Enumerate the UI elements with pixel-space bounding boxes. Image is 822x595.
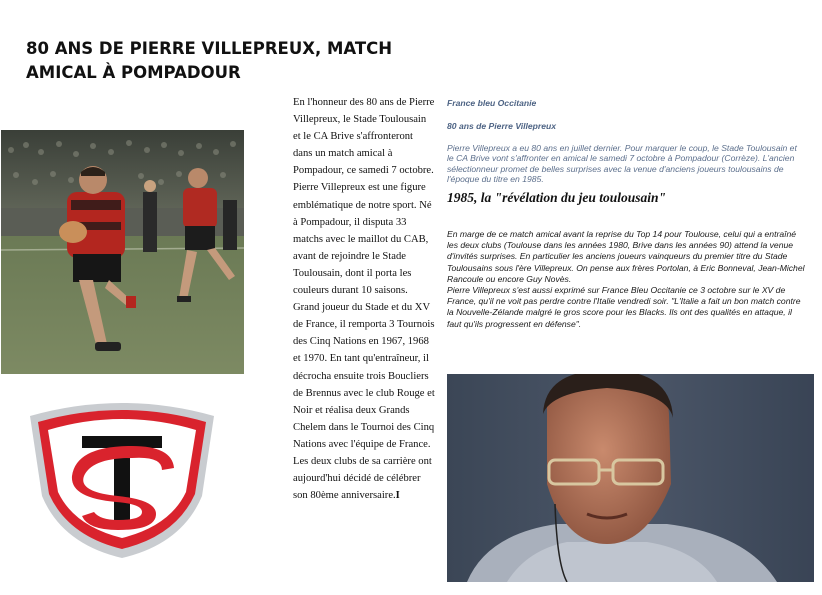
intro-paragraph: En l'honneur des 80 ans de Pierre Villepreux, le Stade Toulousain et le CA Brive s'affronteront dans un match amical à Pompadour, ce samedi 7 octobre. bbox=[293, 97, 435, 177]
page-title: 80 ANS DE PIERRE VILLEPREUX, MATCH AMICAL À POMPADOUR bbox=[26, 39, 393, 82]
source-label: France bleu Occitanie bbox=[447, 98, 537, 108]
end-mark: I bbox=[395, 490, 400, 502]
body-paragraph-2: Pierre Villepreux s'est aussi exprimé sur France Bleu Occitanie ce 3 octobre sur le XV de France, qu'il ne voit pas perdre contre l'Italie vendredi soir. "L'Italie a fait un bon match contre la Nouvelle-Zélande malgré le gros score pour les Blacks. Ils ont des qualités en attaque, il faut qu'ils progressent en défense". bbox=[447, 285, 801, 329]
rugby-match-photo bbox=[1, 130, 244, 374]
body-paragraph-1: En marge de ce match amical avant la reprise du Top 14 pour Toulouse, celui qui a entraîné les deux clubs (Toulouse dans les années 1980, Brive dans les années 90) attend la venue d'invités surprises. En particulier les anciens joueurs vainqueurs du premier titre du Stade Toulousains sous l'ère Villepreux. On pense aux frères Portolan, à Eric Bonneval, Jean-Michel Rancoule ou encore Guy Novès. bbox=[447, 229, 805, 284]
portrait-photo bbox=[447, 374, 814, 582]
stade-toulousain-logo bbox=[22, 396, 222, 560]
section-heading: 1985, la "révélation du jeu toulousain" bbox=[447, 190, 667, 205]
article-subtitle: 80 ans de Pierre Villepreux bbox=[447, 121, 557, 131]
article-intro: Pierre Villepreux a eu 80 ans en juillet dernier. Pour marquer le coup, le Stade Toulousain et le CA Brive vont s'affronter en amical le samedi 7 octobre à Pompadour (Corrèze). L'ancien sélectionneur promet de belles surprises avec la venue d'anciens joueurs toulousains de l'époque du titre en 1985. bbox=[447, 143, 797, 185]
biography-paragraph bbox=[293, 179, 435, 504]
biography-text: Pierre Villepreux est une figure emblématique de notre sport. Né à Pompadour, il disputa 33 matchs avec le maillot du CAB, avant de rejoindre le Stade Toulousain, dont il porta les couleurs durant 10 saisons. Grand joueur du Stade et du XV de France, il remporta 3 Tournois des Cinq Nations en 1967, 1968 et 1970. En tant qu'entraîneur, il décrocha ensuite trois Boucliers de Brennus avec le club Rouge et Noir et réalisa deux Grands Chelem dans le Tournoi des Cinq Nations avec l'équipe de France. Les deux clubs de sa carrière ont aujourd'hui décidé de célébrer son 80ème anniversaire. bbox=[293, 182, 435, 502]
crest-icon bbox=[22, 396, 222, 560]
article-body bbox=[447, 229, 805, 330]
article-left-column bbox=[293, 94, 435, 504]
portrait-illustration bbox=[447, 374, 814, 582]
rugby-match-illustration bbox=[1, 130, 244, 374]
